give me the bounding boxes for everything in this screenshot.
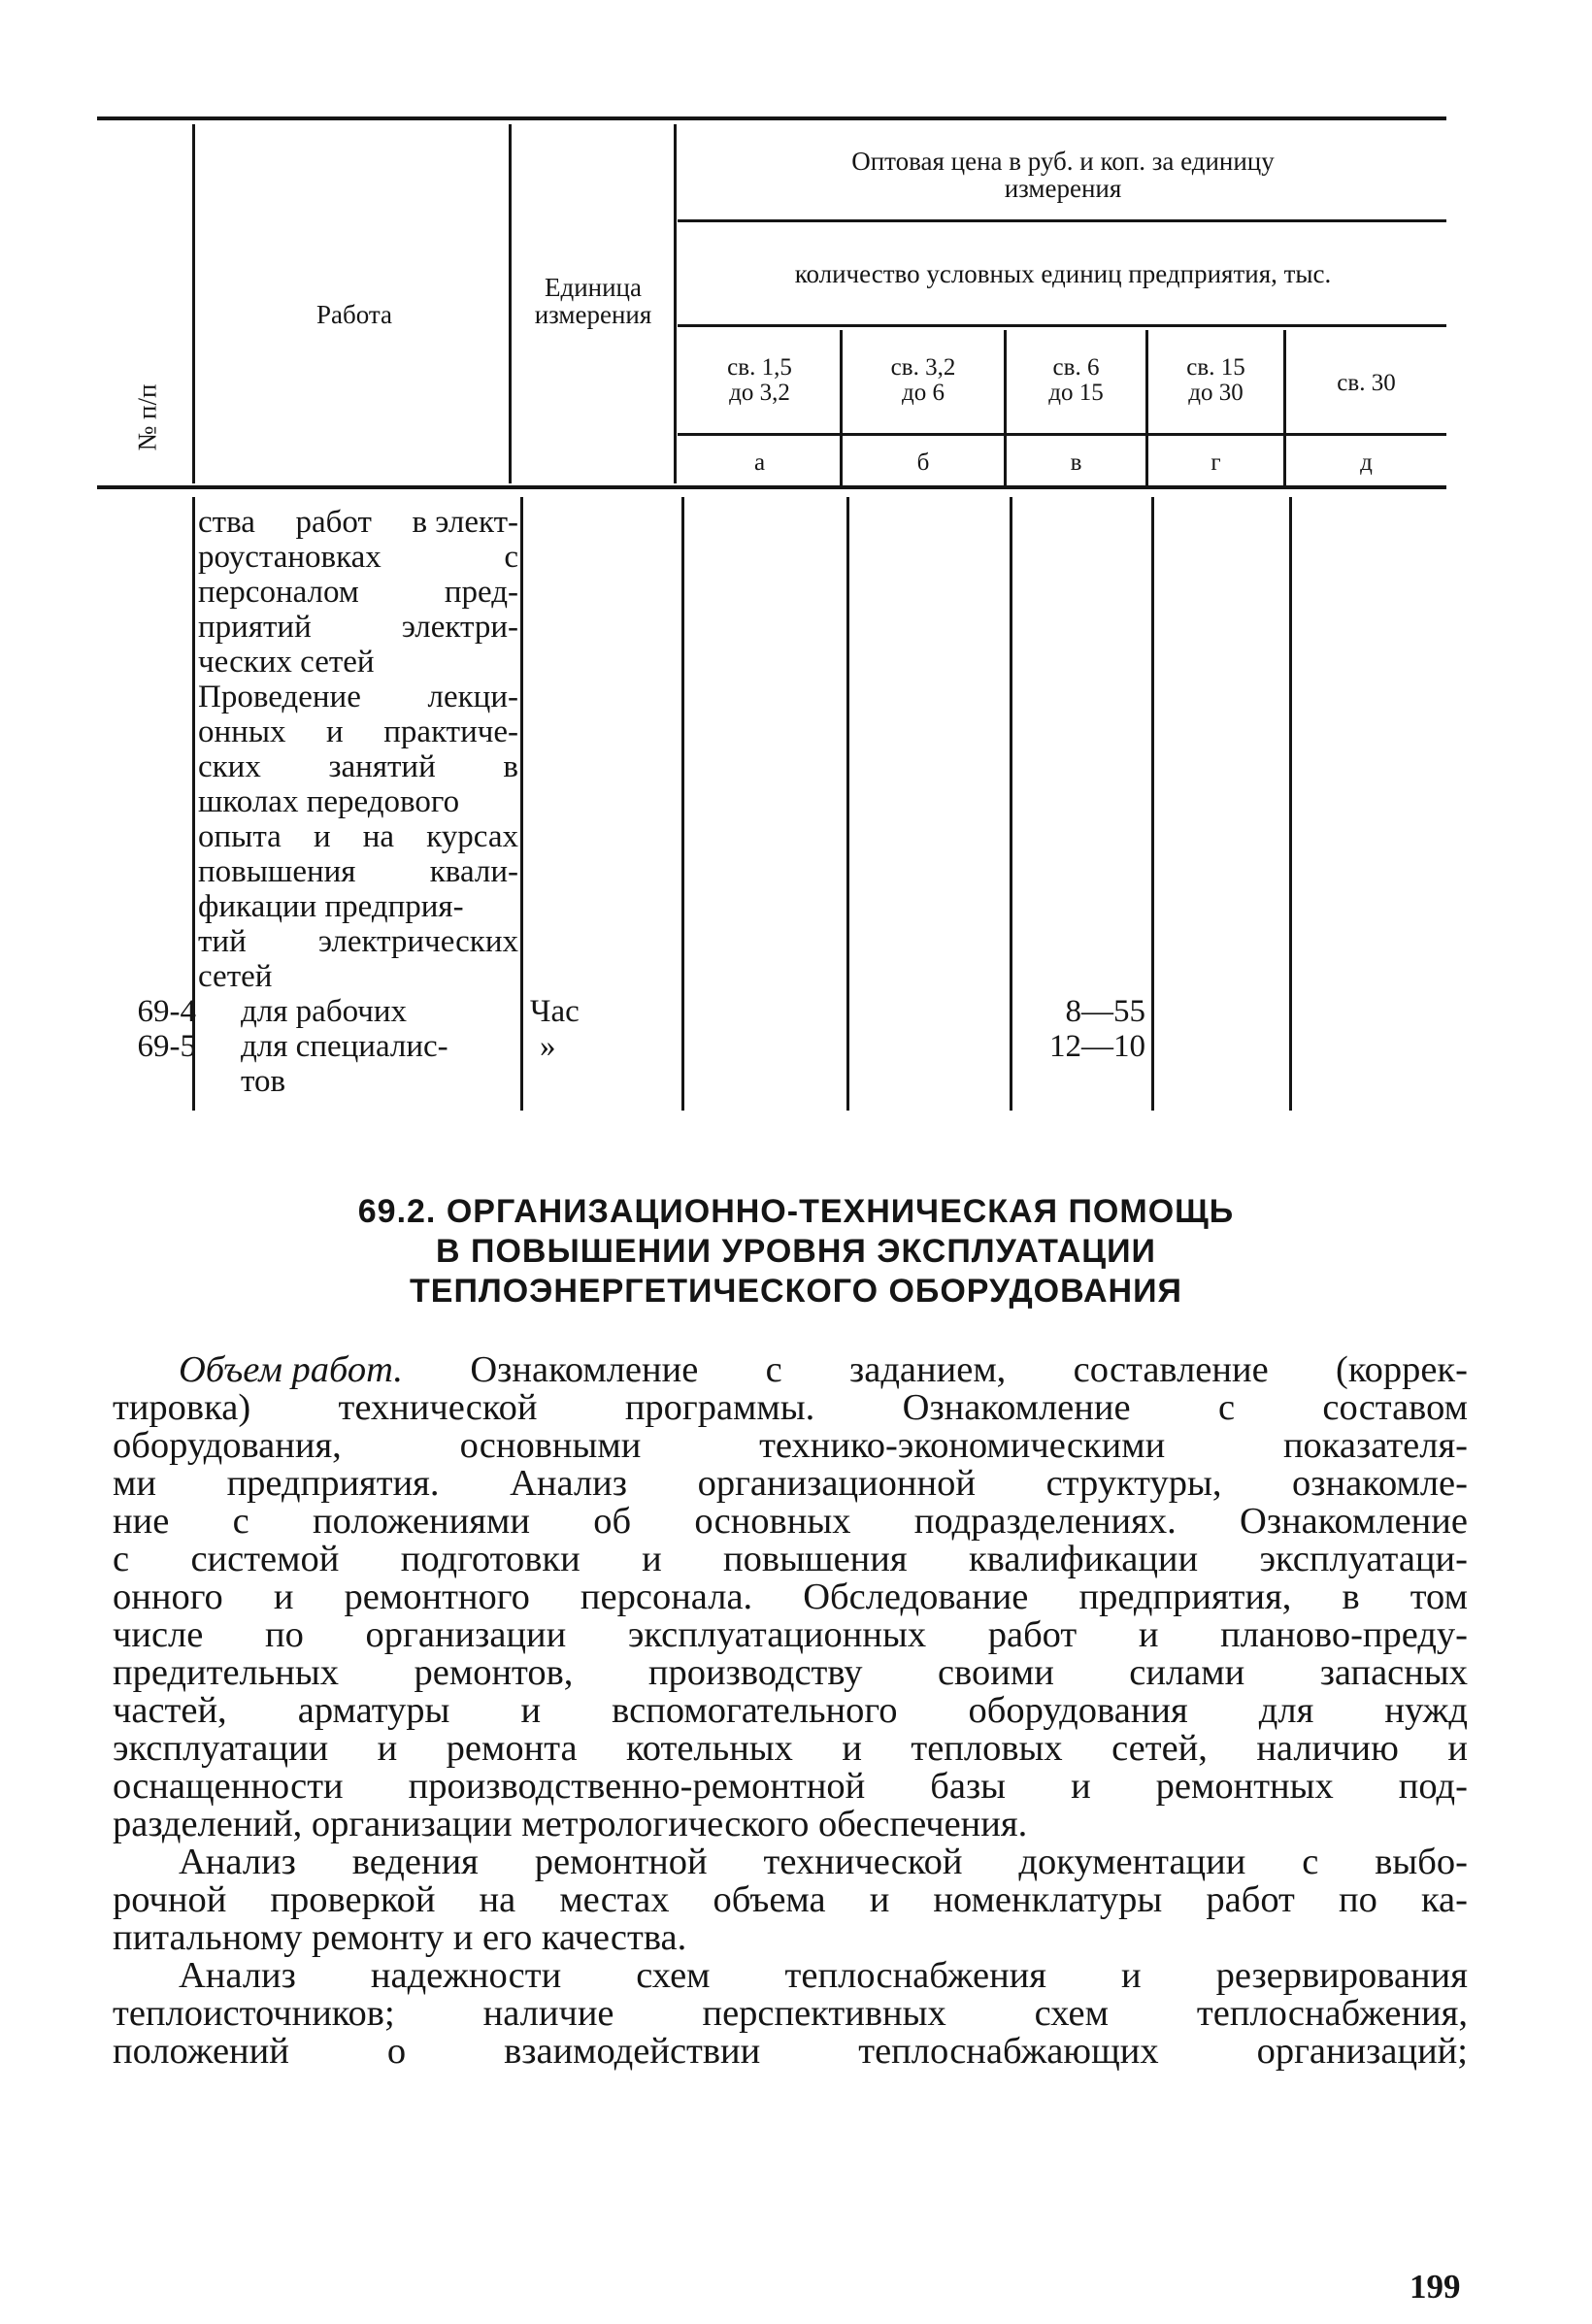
work-line: ства работ в элект‑ [198,505,518,540]
text-line: Анализ надежности схем теплоснабжения и резервирования [179,1955,1468,1996]
text-line: ми предприятия. Анализ организационной структуры, ознакомле‑ [113,1463,1468,1504]
table-top-rule [97,116,1446,120]
header-range-v [1007,355,1145,407]
row-value-69-5: 12—10 [1049,1029,1145,1064]
work-line: повышения квали‑ [198,854,518,889]
body-text [113,1351,1468,2071]
work-line: опыта и на курсах [198,819,518,854]
work-line: приятий электри‑ [198,610,518,645]
text-line: числе по организации эксплуатационных работ и планово‑преду‑ [113,1614,1468,1655]
work-line: онных и практиче‑ [198,714,518,749]
heading-line-1: 69.2. ОРГАНИЗАЦИОННО-ТЕХНИЧЕСКАЯ ПОМОЩЬ [357,1193,1235,1230]
text-line: эксплуатации и ремонта котельных и тепловых сетей, наличию и [113,1728,1468,1769]
text-line: онного и ремонтного персонала. Обследование предприятия, в том [113,1577,1468,1617]
price-header-rule [678,219,1446,222]
header-vline-3 [674,124,677,483]
text-line: с системой подготовки и повышения квалификации эксплуатаци‑ [113,1539,1468,1579]
header-unit-line2: измерения [534,300,652,330]
count-header-rule [678,324,1446,327]
header-range-g [1148,355,1283,407]
paragraph-2 [113,1843,1468,1957]
range-g-l2: до 30 [1188,380,1244,407]
text-line: предительных ремонтов, производству своими силами запасных [113,1652,1468,1693]
text-line: оснащенности производственно‑ремонтной базы и ремонтных под‑ [113,1766,1468,1807]
range-b-l1: св. 3,2 [890,354,956,381]
text-line: частей, арматуры и вспомогательного оборудования для нужд [113,1690,1468,1731]
body-vline-2 [520,497,523,1111]
header-num: № п/п [132,383,162,451]
work-line: тий электрических [198,924,518,959]
table-row-69-5-work: для специалис‑ [241,1029,448,1064]
row-unit-69-4: Час [530,994,580,1029]
header-price [680,148,1446,203]
text-line: Анализ ведения ремонтной технической документации с выбо‑ [179,1842,1468,1882]
work-line: Проведение лекци‑ [198,680,518,714]
text-line: тировка) технической программы. Ознакомление с составом [113,1387,1468,1428]
work-description [198,505,518,1099]
range-b-l2: до 6 [902,380,945,407]
text-line: рочной проверкой на местах объема и номенклатуры работ по ка‑ [113,1879,1468,1920]
body-vline-5 [1010,497,1012,1111]
header-vline-1 [192,124,195,483]
body-vline-7 [1289,497,1292,1111]
text-line: теплоисточников; наличие перспективных схем теплоснабжения, [113,1993,1468,2034]
header-price-line2: измерения [1004,174,1122,204]
paragraph-3 [113,1957,1468,2071]
header-count: количество условных единиц предприятия, тыс. [794,259,1332,288]
range-a-l2: до 3,2 [729,380,790,407]
page-number: 199 [1410,2268,1461,2306]
header-letter-v: в [1070,449,1082,476]
text-line: питальному ремонту и его качества. [113,1917,687,1958]
text-line: положений о взаимодействии теплоснабжающих организаций; [113,2031,1468,2072]
header-range-b [843,355,1004,407]
table-row-69-5-work-cont: тов [241,1064,286,1099]
text-line: ние с положениями об основных подразделениях. Ознакомление [113,1501,1468,1542]
header-range-a [680,355,840,407]
row-unit-69-5: » [540,1029,556,1064]
work-line: сетей [198,959,273,994]
body-vline-3 [681,497,684,1111]
row-value-69-4: 8—55 [1065,994,1145,1029]
section-heading [146,1192,1446,1311]
scope-label: Объем работ. [179,1349,404,1390]
paragraph-1 [113,1351,1468,1843]
ranges-rule [678,433,1446,436]
header-bottom-rule [97,485,1446,489]
work-line: роустановках с [198,540,518,575]
header-letter-d: д [1360,449,1373,476]
header-unit [513,274,674,329]
row-num-69-4: 69‑4 [137,994,196,1029]
body-vline-6 [1151,497,1154,1111]
table-row-69-4-work: для рабочих [241,994,408,1029]
heading-line-2: В ПОВЫШЕНИИ УРОВНЯ ЭКСПЛУАТАЦИИ [436,1233,1156,1270]
header-price-line1: Оптовая цена в руб. и коп. за единицу [851,147,1275,176]
header-letter-b: б [916,449,930,476]
range-v-l1: св. 6 [1052,354,1100,381]
header-vline-2 [509,124,512,483]
header-work: Работа [316,300,392,329]
range-g-l1: св. 15 [1186,354,1245,381]
header-letter-g: г [1211,449,1221,476]
range-v-l2: до 15 [1048,380,1104,407]
work-line: ских занятий в [198,749,518,784]
header-letter-a: а [753,449,766,476]
text-line: разделений, организации метрологического обеспечения. [113,1804,1028,1844]
heading-line-3: ТЕПЛОЭНЕРГЕТИЧЕСКОГО ОБОРУДОВАНИЯ [410,1273,1182,1310]
text-line: Объем работ. Ознакомление с заданием, составление (коррек‑ [179,1349,1468,1390]
range-d-l1: св. 30 [1337,370,1396,396]
body-vline-4 [846,497,849,1111]
work-line: фикации предприя‑ [198,889,464,924]
header-unit-line1: Единица [544,273,642,302]
work-line: персоналом пред‑ [198,575,518,610]
text-line: оборудования, основными технико‑экономическими показателя‑ [113,1425,1468,1466]
range-a-l1: св. 1,5 [727,354,792,381]
work-line: ческих сетей [198,645,375,680]
row-num-69-5: 69‑5 [137,1029,196,1064]
header-range-d [1286,371,1446,396]
work-line: школах передового [198,784,460,819]
